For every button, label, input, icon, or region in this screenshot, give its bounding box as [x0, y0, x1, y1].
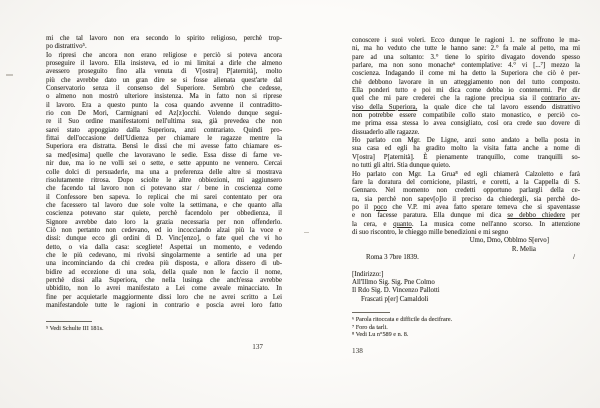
address-label: [Indirizzo:]: [352, 270, 384, 278]
text-line: Ho parlato con Mgr. De Ligne, anzi sono andato a bella posta in: [352, 137, 580, 145]
text-line: quel che mi pare crederei che la ragione precipua sia il contrario av-: [352, 95, 580, 103]
text-line: non potrebbe essere compatibile collo stato monastico, e perciò co-: [352, 112, 580, 120]
text-line: po distrattivo⁵.: [46, 43, 87, 51]
text-line: po il poco che V.P. mi avea fatto sperare temeva che si spaventasse: [352, 203, 580, 211]
signature-name: R. Melia: [511, 245, 536, 253]
text-line: coscienza potevano star quiete, perchè facendolo per obbedienza, il: [46, 210, 282, 218]
text-line: dissuaderlo alle ragazze.: [352, 128, 420, 136]
text-line: perchè dissi alla Superiora, che nella lusinga che anch'essa avrebbe: [46, 276, 282, 284]
page-138: [352, 37, 580, 355]
footnotes-left: [46, 325, 282, 333]
letter-body-right: [352, 37, 580, 237]
text-line: rio con De Mori, Carmignani ed Az[z]occhi. Volendo dunque segui-: [46, 110, 282, 118]
text-line: Conservatorio senza il consenso del Superiore. Sembrò che cedesse,: [46, 85, 282, 93]
text-line: che le più cedevano, mi rivolsi singolarmente a sentirle ad una per: [46, 251, 282, 259]
text-line: e non facesse paratura. Ella dunque mi dica se debbo chiedere per: [352, 212, 580, 220]
text-line: Superiora era distratta. Bensì le dissi che mi avesse fatto chiamare es-: [46, 143, 282, 151]
text-line: fittai dell'occasione dell'Udienza per chiamare le ragazze mentre la: [46, 135, 282, 143]
page-number: 137: [252, 342, 263, 351]
text-line: sa med[esima] quelle che lavoravano le sedie. Essa disse di farne ve-: [46, 151, 282, 159]
text-line: fine per acquietarle maggiormente dissi loro che ne avrei scritto a Lei: [46, 293, 282, 301]
text-line: viso della Superiora, la quale dice che tal lavoro essendo distrattivo: [352, 103, 580, 111]
scan-artifact: [6, 74, 13, 76]
text-line: o almeno non mostrò ulteriore insistenza. Ma in fatto non si riprese: [46, 93, 282, 101]
text-line: Gennaro. Nel momento non credetti opportuno parlargli della ce-: [352, 187, 580, 195]
text-line: sua casa ed egli ha gradito molto la visita fatta anche a nome di: [352, 145, 580, 153]
letter-body-left: [46, 35, 282, 310]
text-line: coscienza. Indagando il come mi ha detto la Superiora che ciò è per-: [352, 70, 580, 78]
text-line: Ciò non pertanto non cedevano, ed io incocciando alzai più la voce e: [46, 226, 282, 234]
signature-closing: Umo, Dmo, Obblmo S[ervo]: [469, 237, 549, 245]
address-block: [352, 271, 580, 304]
text-line: conoscere i suoi voleri. Ecco dunque le ragioni 1. ne soffrono le ma-: [352, 37, 580, 44]
text-line: ni, ma ho veduto che tutte le hanno sane: 2.° fa male al petto, ma mi: [352, 45, 580, 53]
text-line: manifestandole tutte le ragioni in contrario e poscia avrei loro fatto: [46, 302, 282, 309]
text-line: re il Suo ordine manifestatomi nell'ultima sua, già prevedea che non: [46, 118, 282, 126]
text-line: il lavoro. Era a questo punto la cosa quando avvenne il contraditto-: [46, 101, 282, 109]
text-line: ra, sia perchè non sapev[o]lo il preciso da chiedergli, sia perchè do-: [352, 195, 580, 203]
text-line: Il Rdo Sig. D. Vincenzo Pallotti: [352, 287, 440, 295]
text-line: no tutti gli altri. Stia dunque quieto.: [352, 162, 451, 170]
dateline: Roma 3 7bre 1839.: [366, 254, 419, 262]
text-line: dissi: dunque ecco gli ordini di D. Vinc[enzo], o fate quel che vi ho: [46, 235, 282, 243]
text-line: bidire ad eccezione di una sola, della quale non le faccio il nome,: [46, 268, 282, 276]
text-line: pare ad una soltanto: 3.° tiene lo spirito divagato dovendo spesso: [352, 53, 580, 61]
text-line: più che avrebbe dato un gran dire se si fosse alienata quest'arte dal: [46, 76, 282, 84]
text-line: mi che tal lavoro non era secondo lo spirito religioso, perchè trop-: [46, 35, 282, 42]
text-line: ubbidito, non lo avrei manifestato a Lei come aveale minacciato. In: [46, 285, 282, 293]
text-line: All'Illmo Sig. Sig. Pne Colmo: [352, 279, 435, 287]
text-line: Ho parlato con Mgr. La Grua⁸ ed egli chiamerà Calzoletto e farà: [352, 170, 580, 178]
text-line: proseguire il lavoro. Ella insisteva, ed io mi limitai a dirle che almeno: [46, 60, 282, 68]
text-line: il Confessore ben sapeva. Io replicai che mi sarei contentato per ora: [46, 193, 282, 201]
page-137: [46, 35, 282, 351]
text-line: detto, o via dalla casa: scegliete! Aspettai un momento, e vedendo: [46, 243, 282, 251]
text-line: ⁵ Vedi Schulte III 181s.: [46, 325, 104, 333]
text-line: che facendo tal lavoro non ci potevano star / bene in coscienza come: [46, 185, 282, 193]
scan-artifact: [304, 232, 309, 233]
text-line: avessero proseguito fino alla venuta di V[ostra] P[aternità], molto: [46, 68, 282, 76]
text-line: nir due, ma io ne volli sei o sette, e sette appunto ne vennero. Cercai: [46, 160, 282, 168]
text-line: fare la doratura del cornicione, pilastri, e coretti, a la Cappella di S.: [352, 178, 580, 186]
footnote-rule: [46, 321, 92, 322]
text-line: Ella ponderi tutto e poi mi dica come debba io contenermi. Per dir: [352, 87, 580, 95]
text-line: me prima essa stessa lo avea consigliato, così ora crede suo dovere di: [352, 120, 580, 128]
text-line: ⁷ Foro da tarli.: [352, 323, 388, 331]
dateline-row: [352, 254, 580, 262]
text-line: Signore avrebbe dato loro la grazia necessaria per non offenderlo.: [46, 218, 282, 226]
text-line: che facessero tal lavoro due sole volte la settimana, e che quanto alla: [46, 201, 282, 209]
footnotes-right: [352, 316, 580, 339]
text-line: di suo riscontro, le chieggo mille benedizioni e mi segno: [352, 228, 509, 236]
text-line: Io ripresi che ancora non erano religiose e perciò si poteva ancora: [46, 51, 282, 59]
footnote-rule: [352, 312, 390, 313]
text-line: sarei stato appoggiato dalla Superiora, anzi contrariato. Quindi pro-: [46, 126, 282, 134]
address-lines: [352, 279, 580, 304]
text-line: colle dolci di persuaderle, ma una a preferenza delle altre si mostrava: [46, 168, 282, 176]
text-line: parlare, ma non sono monache⁶ contemplative: 4.° vi [...⁷] mezzo la: [352, 62, 580, 70]
page-number: 138: [352, 346, 363, 355]
text-line: V[ostra] P[aternità]. È pienamente tranquillo, come tranquilli so-: [352, 153, 580, 161]
text-line: ⁶ Parola ritoccata e difficile da decifrare.: [352, 316, 453, 324]
text-line: ⁸ Vedi Lu n°589 e n. 8.: [352, 331, 409, 339]
text-line: una incominciando da chi credea più disposta, e allora dissero di ub-: [46, 260, 282, 268]
text-line: risolutamente ritrosa. Dopo sciolte le altre obbiezioni, mi aggiunsero: [46, 176, 282, 184]
text-line: la cera, e quanto. La musica come nell'anno scorso. In attenzione: [352, 220, 580, 228]
text-line: chè debbono lavorare in un atteggiamento non del tutto composto.: [352, 78, 580, 86]
text-line: Frascati p[er] Camaldoli: [361, 295, 429, 303]
editorial-slash-mark: /: [573, 254, 575, 262]
